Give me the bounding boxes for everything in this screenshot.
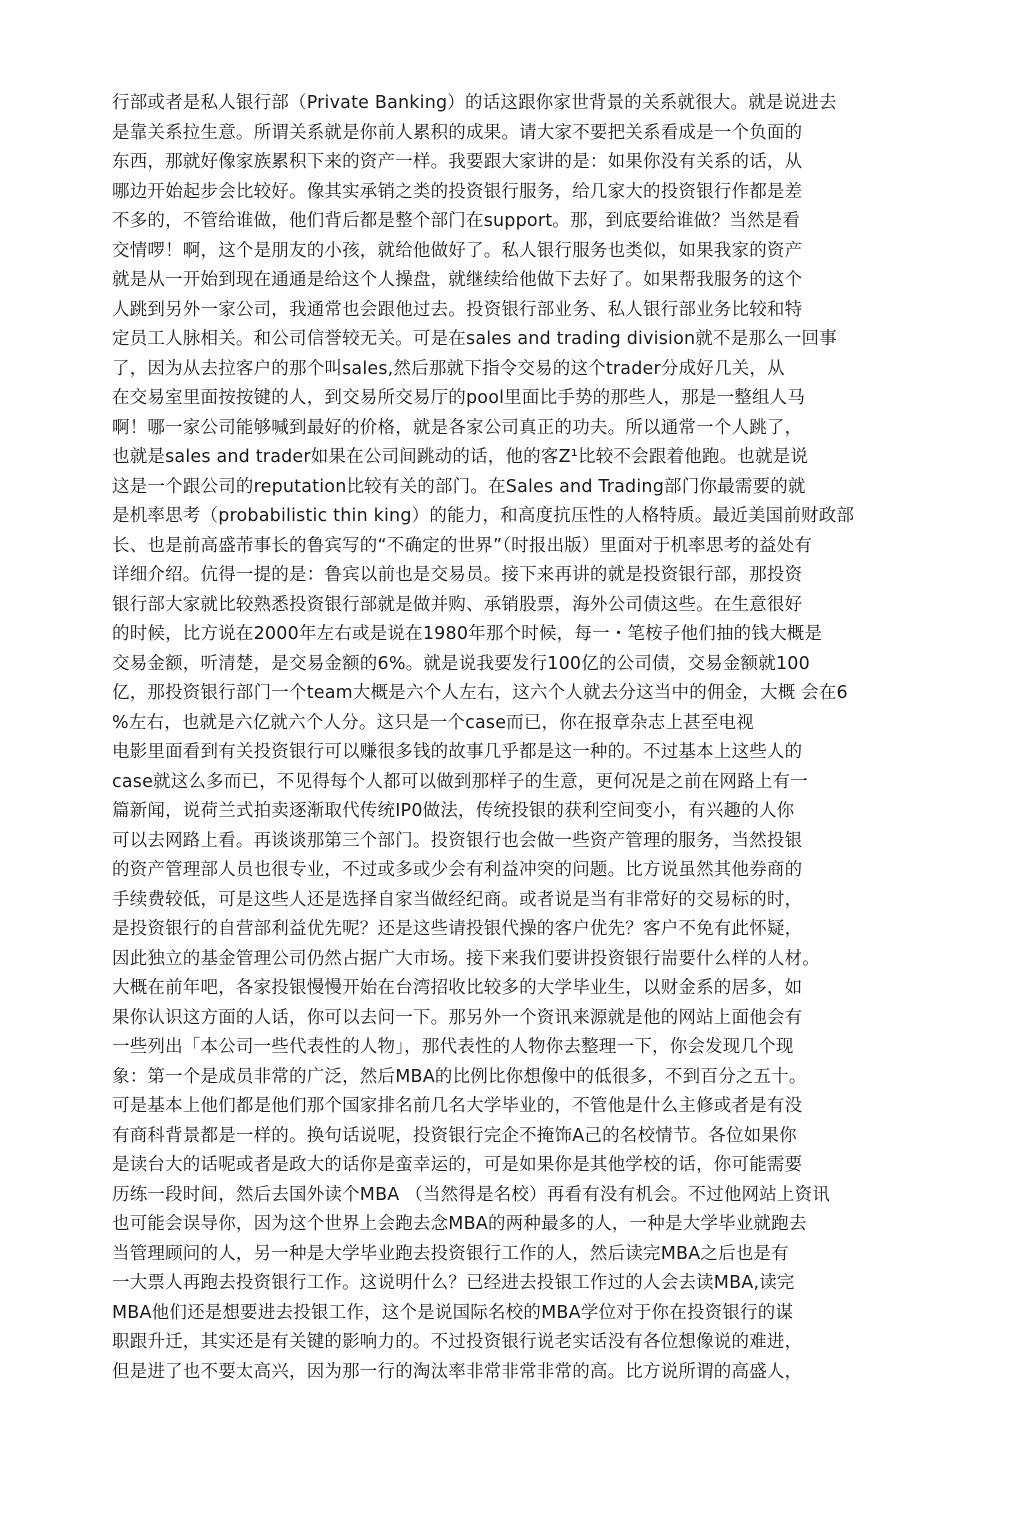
text-line: 在交易室里面按按键的人，到交易所交易厅的pool里面比手势的那些人，那是一整组人马 — [112, 388, 806, 408]
text-line: 啊！哪一家公司能够喊到最好的价格，就是各家公司真正的功夫。所以通常一个人跳了， — [112, 417, 803, 438]
text-line: 银行部大家就比较熟悉投资银行部就是做并购、承销股票，海外公司债这些。在生意很好 — [112, 594, 803, 615]
text-line: 人跳到另外一家公司，我通常也会跟他过去。投资银行部业务、私人银行部业务比较和特 — [112, 299, 803, 320]
text-line: 行部或者是私人银行部（Private Banking）的话这跟你家世背景的关系就很大。就是说进去 — [112, 93, 837, 113]
text-line: 详细介绍。伉得一提的是：鲁宾以前也是交易员。接下来再讲的就是投资银行部，那投资 — [112, 565, 803, 585]
text-line: 是机率思考（probabilistic thin king）的能力，和高度抗压性的人格特质。最近美国前财政部 — [112, 506, 855, 526]
text-line: 果你认识这方面的人话，你可以去问一下。那另外一个资讯来源就是他的网站上面他会有 — [112, 1007, 803, 1028]
text-line: 哪边开始起步会比较好。像其实承销之类的投资银行服务，给几家大的投资银行作都是差 — [112, 181, 803, 202]
text-line: 长、也是前高盛芾事长的鲁宾写的“不确定的世界”（时报出版）里面对于机率思考的益处有 — [112, 535, 813, 556]
text-line: 的时候，比方说在2000年左右或是说在1980年那个时候，每一・笔桉子他们抽的钱大概是 — [112, 624, 823, 644]
text-line: 但是进了也不要太高兴，因为那一行的淘汰率非常非常非常的高。比方说所谓的高盛人， — [112, 1361, 803, 1382]
text-line: 也可能会误导你，因为这个世界上会跑去念MBA的两种最多的人，一种是大学毕业就跑去 — [112, 1214, 807, 1234]
text-line: 象：第一个是成员非常的广泛，然后MBA的比例比你想像中的低很多，不到百分之五十。 — [112, 1066, 807, 1087]
text-line: 可以去网路上看。再谈谈那第三个部门。投资银行也会做一些资产管理的服务，当然投银 — [112, 830, 803, 851]
text-line: 交情啰！啊，这个是朋友的小孩，就给他做好了。私人银行服务也类似，如果我家的资产 — [112, 240, 803, 261]
text-line: 也就是sales and trader如果在公司间跳动的话，他的客Z¹比较不会跟着他跑。也就是说 — [112, 447, 809, 467]
text-line: 交易金额，听清楚，是交易金额的6%。就是说我要发行100亿的公司债，交易金额就100 — [112, 653, 810, 674]
text-line: 的资产管理部人员也很专业，不过或多或少会有利益冲突的问题。比方说虽然其他券商的 — [112, 860, 803, 880]
text-line: MBA他们还是想要进去投银工作，这个是说国际名校的MBA学位对于你在投资银行的谋 — [112, 1302, 794, 1323]
text-line: 有商科背景都是一样的。换句话说呢，投资银行完企不掩饰A己的名校情节。各位如果你 — [112, 1125, 797, 1146]
text-line: 亿，那投资银行部门一个team大概是六个人左右，这六个人就去分这当中的佣金，大概 会在6 — [112, 683, 848, 703]
text-line: 定员工人脉相关。和公司信誉较无关。可是在sales and trading division就不是那么一回事 — [112, 329, 837, 349]
text-line: 一大票人再跑去投资银行工作。这说明什么？已经进去投银工作过的人会去读MBA,读完 — [112, 1273, 795, 1293]
text-line: %左右，也就是六亿就六个人分。这只是一个case而已，你在报章杂志上甚至电视 — [112, 712, 754, 733]
text-line: 职跟升迁，其实还是有关键的影响力的。不过投资银行说老实话没有各位想像说的难进， — [112, 1332, 803, 1352]
text-line: 就是从一开始到现在通通是给这个人操盘，就继续给他做下去好了。如果帮我服务的这个 — [112, 270, 803, 290]
text-line: 这是一个跟公司的reputation比较有关的部门。在Sales and Trading部门你最需要的就 — [112, 476, 806, 497]
text-line: 电影里面看到有关投资银行可以赚很多钱的故事几乎都是这一种的。不过基本上这些人的 — [112, 742, 803, 762]
text-line: case就这么多而已，不见得每个人都可以做到那样子的生意，更何况是之前在网路上有一 — [112, 771, 808, 792]
text-line: 手续费较低，可是这些人还是选择自家当做经纪商。或者说是当有非常好的交易标的时， — [112, 889, 803, 910]
text-line: 是靠关系拉生意。所谓关系就是你前人累积的成果。请大家不要把关系看成是一个负面的 — [112, 122, 803, 143]
text-line: 不多的，不管给谁做，他们背后都是整个部门在support。那，到底要给谁做？当然是看 — [112, 211, 801, 231]
text-line: 当管理顾问的人，另一种是大学毕业跑去投资银行工作的人，然后读完MBA之后也是有 — [112, 1243, 789, 1264]
text-line: 了，因为从去拉客户的那个叫sales,然后那就下指令交易的这个trader分成好几关，从 — [112, 358, 785, 379]
text-line: 大概在前年吧，各家投银慢慢开始在台湾招收比较多的大学毕业生，以财金系的居多，如 — [112, 978, 803, 998]
text-line: 是读台大的话呢或者是政大的话你是蛮幸运的，可是如果你是其他学校的话，你可能需要 — [112, 1155, 803, 1175]
text-line: 是投资银行的自营部利益优先呢？还是这些请投银代操的客户优先？客户不免有此怀疑， — [112, 919, 803, 939]
text-line: 篇新闻，说荷兰式拍卖逐渐取代传统IP0做法，传统投银的获利空间变小，有兴趣的人你 — [112, 801, 795, 821]
text-line: 一些列出「本公司一些代表性的人物」，那代表性的人物你去整理一下，你会发现几个现 — [112, 1037, 794, 1057]
text-line: 可是基本上他们都是他们那个国家排名前几名大学毕业的，不管他是什么主修或者是有没 — [112, 1096, 803, 1116]
text-line: 历练一段时间，然后去国外读个MBA （当然得是名校）再看有没有机会。不过他网站上资讯 — [112, 1184, 831, 1205]
text-line: 东西，那就好像家族累积下来的资产一样。我要跟大家讲的是：如果你没有关系的话，从 — [112, 152, 803, 172]
text-line: 因此独立的基金管理公司仍然占据广大市场。接下来我们要讲投资银行耑要什么样的人材。 — [112, 948, 820, 969]
